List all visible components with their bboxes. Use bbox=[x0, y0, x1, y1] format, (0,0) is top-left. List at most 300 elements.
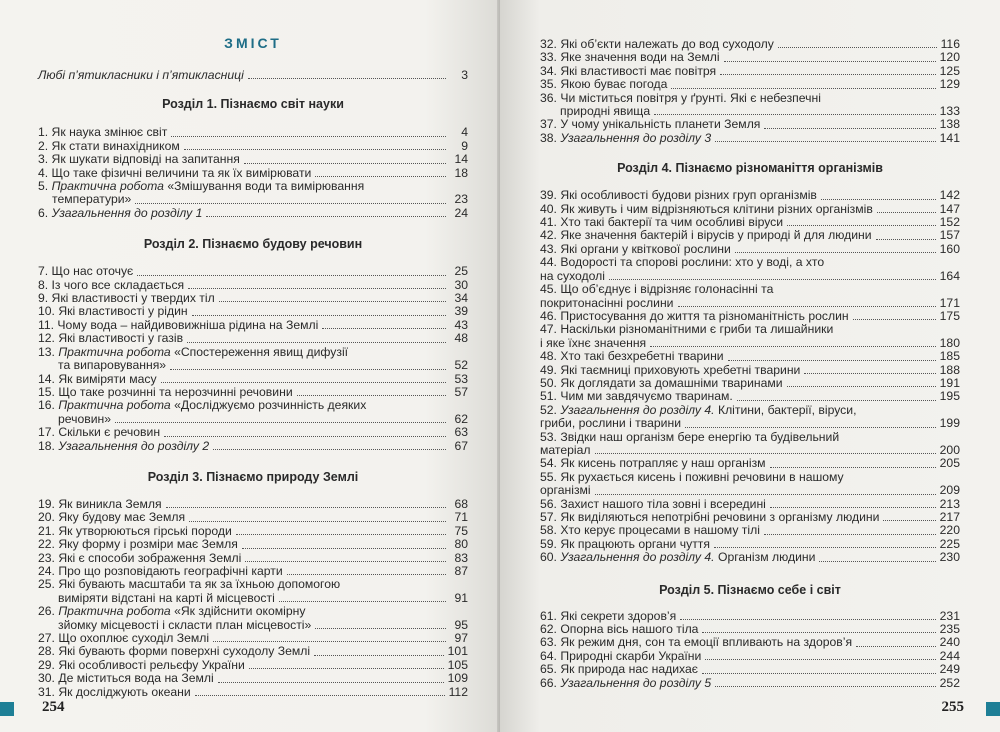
toc-entry[interactable] bbox=[540, 663, 960, 676]
entry-title: 45. Що об’єднує і відрізняє голонасінні та bbox=[540, 282, 774, 297]
dot-leader bbox=[804, 373, 935, 374]
entry-title: 20. Яку будову має Земля bbox=[38, 510, 186, 525]
toc-entry[interactable] bbox=[540, 118, 960, 131]
entry-page-number: 83 bbox=[454, 550, 468, 565]
entry-page-number: 160 bbox=[939, 241, 960, 256]
entry-title: Любі п’ятикласники і п’ятикласниці bbox=[38, 68, 244, 82]
entry-title: 65. Як природа нас надихає bbox=[540, 662, 698, 677]
toc-entry[interactable] bbox=[540, 444, 960, 457]
toc-entry[interactable] bbox=[540, 498, 960, 511]
entry-page-number: 23 bbox=[454, 192, 468, 207]
entry-title: температури» bbox=[52, 192, 132, 207]
dot-leader bbox=[192, 315, 446, 316]
toc-entry[interactable] bbox=[540, 364, 960, 377]
toc-entry[interactable] bbox=[540, 390, 960, 403]
entry-page-number: 71 bbox=[454, 510, 468, 525]
dot-leader bbox=[715, 686, 935, 687]
entry-title: 27. Що охоплює суходіл Землі bbox=[38, 631, 210, 645]
dot-leader bbox=[705, 659, 935, 660]
entry-page-number: 116 bbox=[940, 37, 960, 51]
entry-page-number: 101 bbox=[447, 644, 468, 659]
toc-entry[interactable] bbox=[540, 551, 960, 564]
toc-entry[interactable] bbox=[540, 677, 960, 690]
entry-title: 39. Які особливості будови різних груп організмів bbox=[540, 188, 817, 203]
entry-page-number: 180 bbox=[939, 335, 960, 350]
dot-leader bbox=[778, 47, 937, 48]
entry-page-number: 43 bbox=[454, 317, 468, 332]
entry-page-number: 39 bbox=[454, 304, 468, 319]
dot-leader bbox=[595, 453, 936, 454]
entry-title: 10. Які властивості у рідин bbox=[38, 304, 188, 319]
entry-page-number: 30 bbox=[454, 277, 468, 292]
dot-leader bbox=[853, 319, 936, 320]
toc-entry[interactable] bbox=[38, 413, 468, 426]
dot-leader bbox=[671, 88, 935, 89]
toc-entry[interactable] bbox=[540, 457, 960, 470]
dot-leader bbox=[724, 61, 936, 62]
dot-leader bbox=[195, 695, 445, 696]
dot-leader bbox=[654, 114, 936, 115]
dot-leader bbox=[184, 149, 446, 150]
entry-title: 63. Як режим дня, сон та емоції впливають на здоров’я bbox=[540, 635, 853, 650]
entry-title bbox=[540, 551, 815, 564]
entry-page-number: 175 bbox=[939, 308, 960, 323]
toc-entry[interactable] bbox=[540, 650, 960, 663]
entry-title: 2. Як стати винахідником bbox=[38, 138, 180, 153]
toc-entry[interactable] bbox=[38, 592, 468, 605]
entry-page-number: 157 bbox=[939, 228, 960, 243]
toc-entry[interactable] bbox=[38, 619, 468, 632]
toc-entry[interactable] bbox=[540, 132, 960, 145]
entry-text-part: Практична робота bbox=[58, 604, 171, 619]
dot-leader bbox=[161, 382, 446, 383]
toc-entry[interactable] bbox=[38, 167, 468, 180]
toc-entry[interactable] bbox=[38, 538, 468, 551]
entry-page-number: 75 bbox=[454, 523, 468, 538]
entry-page-number: 235 bbox=[939, 622, 960, 637]
entry-title: 17. Скільки є речовин bbox=[38, 425, 161, 440]
entry-title: 46. Пристосування до життя та різноманітність рослин bbox=[540, 308, 849, 323]
toc-entry[interactable] bbox=[38, 632, 468, 645]
entry-page-number: 199 bbox=[939, 416, 960, 431]
entry-page-number: 57 bbox=[454, 384, 468, 399]
dot-leader bbox=[218, 682, 444, 683]
page-number-right: 255 bbox=[941, 699, 964, 715]
toc-entry[interactable] bbox=[540, 623, 960, 636]
entry-text-part: Узагальнення до розділу 5 bbox=[560, 675, 712, 690]
dot-leader bbox=[166, 507, 446, 508]
dot-leader bbox=[735, 252, 936, 253]
entry-page-number: 95 bbox=[454, 617, 468, 632]
entry-page-number: 109 bbox=[447, 671, 468, 686]
entry-title: 34. Які властивості має повітря bbox=[540, 63, 717, 78]
entry-text-part: Практична робота bbox=[58, 344, 171, 359]
entry-text-part: 16. bbox=[38, 398, 59, 413]
entry-title: 47. Наскільки різноманітними є гриби та лишайники bbox=[540, 322, 834, 337]
toc-entry[interactable] bbox=[540, 350, 960, 363]
toc-entry[interactable] bbox=[38, 672, 468, 685]
toc-entry[interactable] bbox=[38, 207, 468, 220]
toc-entry[interactable] bbox=[540, 511, 960, 524]
entry-title: 21. Як утворюються гірські породи bbox=[38, 523, 232, 538]
entry-page-number: 62 bbox=[454, 411, 468, 426]
dot-leader bbox=[770, 507, 936, 508]
entry-title: 49. Які таємниці приховують хребетні тварини bbox=[540, 362, 801, 377]
entry-title: 30. Де міститься вода на Землі bbox=[38, 671, 214, 686]
dot-leader bbox=[170, 369, 446, 370]
dot-leader bbox=[595, 494, 936, 495]
toc-entry[interactable] bbox=[540, 431, 960, 444]
entry-page-number: 9 bbox=[461, 138, 468, 153]
entry-text-part: Узагальнення до розділу 3 bbox=[560, 130, 712, 145]
toc-entry[interactable] bbox=[38, 511, 468, 524]
entry-title: 64. Природні скарби України bbox=[540, 648, 702, 663]
dot-leader bbox=[188, 288, 446, 289]
toc-entry[interactable] bbox=[38, 565, 468, 578]
toc-entry[interactable] bbox=[38, 332, 468, 345]
entry-title: 42. Яке значення бактерій і вірусів у природі й для людини bbox=[540, 228, 872, 243]
entry-page-number: 217 bbox=[939, 510, 960, 524]
section-heading-5: Розділ 5. Пізнаємо себе і світ bbox=[659, 582, 841, 597]
entry-text-part: Узагальнення до розділу 1 bbox=[51, 205, 203, 220]
entry-title bbox=[540, 132, 711, 145]
dot-leader bbox=[680, 619, 935, 620]
dot-leader bbox=[787, 225, 936, 226]
toc-entry[interactable] bbox=[38, 525, 468, 538]
dot-leader bbox=[213, 641, 446, 642]
dot-leader bbox=[135, 203, 446, 204]
entry-title: 12. Які властивості у газів bbox=[38, 331, 184, 346]
toc-entry[interactable] bbox=[38, 386, 468, 399]
dot-leader bbox=[171, 136, 446, 137]
toc-entry[interactable] bbox=[540, 256, 960, 269]
entry-text-part: Практична робота bbox=[58, 398, 171, 413]
entry-title: організмі bbox=[540, 483, 591, 498]
entry-page-number: 220 bbox=[939, 523, 960, 538]
entry-title bbox=[38, 346, 348, 359]
entry-text-part: Узагальнення до розділу 4. bbox=[560, 550, 715, 565]
entry-title: 61. Які секрети здоров’я bbox=[540, 608, 677, 623]
toc-entry[interactable] bbox=[38, 126, 468, 139]
dot-leader bbox=[213, 449, 446, 450]
dot-leader bbox=[877, 212, 936, 213]
toc-entry[interactable] bbox=[38, 279, 468, 292]
toc-entry[interactable] bbox=[540, 78, 960, 91]
entry-page-number: 34 bbox=[454, 291, 468, 306]
entry-page-number: 112 bbox=[448, 684, 468, 699]
toc-entry[interactable] bbox=[540, 105, 960, 118]
entry-text-part: 26. bbox=[38, 604, 59, 619]
toc-entry[interactable] bbox=[38, 686, 468, 699]
entry-title: 41. Хто такі бактерії та чим особливі віруси bbox=[540, 215, 784, 230]
entry-page-number: 164 bbox=[939, 268, 960, 283]
entry-page-number: 249 bbox=[939, 662, 960, 677]
toc-entry[interactable] bbox=[38, 265, 468, 278]
toc-entry[interactable] bbox=[540, 243, 960, 256]
toc-entry[interactable] bbox=[38, 153, 468, 166]
entry-page-number: 129 bbox=[939, 77, 960, 92]
toc-entry[interactable] bbox=[38, 193, 468, 206]
entry-text-part: «Досліджуємо розчинність деяких bbox=[170, 398, 367, 413]
toc-title: ЗМІСТ bbox=[224, 35, 282, 51]
entry-page-number: 225 bbox=[939, 536, 960, 551]
entry-text-part: Практична робота bbox=[51, 179, 164, 194]
entry-page-number: 63 bbox=[454, 425, 468, 440]
entry-title: 59. Як працюють органи чуття bbox=[540, 536, 710, 551]
entry-page-number: 195 bbox=[939, 389, 960, 404]
entry-title: гриби, рослини і тварини bbox=[540, 416, 682, 431]
entry-page-number: 142 bbox=[939, 188, 960, 203]
entry-page-number: 125 bbox=[939, 63, 960, 78]
entry-text-part: Організм людини bbox=[714, 550, 816, 565]
entry-title: 62. Опорна вісь нашого тіла bbox=[540, 622, 699, 637]
entry-title: 36. Чи міститься повітря у ґрунті. Які є небезпечні bbox=[540, 90, 821, 105]
entry-page-number: 24 bbox=[454, 205, 468, 220]
dot-leader bbox=[715, 141, 935, 142]
dot-leader bbox=[737, 400, 936, 401]
entry-title bbox=[38, 399, 366, 412]
entry-page-number: 91 bbox=[454, 590, 468, 605]
entry-page-number: 171 bbox=[939, 295, 960, 310]
toc-entry[interactable] bbox=[540, 283, 960, 296]
entry-title: 3. Як шукати відповіді на запитання bbox=[38, 152, 240, 167]
dot-leader bbox=[219, 301, 446, 302]
toc-entry[interactable] bbox=[540, 377, 960, 390]
toc-entry[interactable] bbox=[38, 659, 468, 672]
entry-title: 44. Водорості та спорові рослини: хто у воді, а хто bbox=[540, 255, 825, 270]
entry-page-number: 4 bbox=[461, 125, 468, 140]
entry-title bbox=[38, 440, 209, 453]
entry-page-number: 209 bbox=[939, 483, 960, 498]
entry-page-number: 120 bbox=[939, 50, 960, 65]
entry-title bbox=[38, 180, 364, 193]
entry-title: 19. Як виникла Земля bbox=[38, 496, 162, 511]
toc-entry[interactable] bbox=[540, 216, 960, 229]
dot-leader bbox=[242, 548, 446, 549]
dot-leader bbox=[315, 628, 446, 629]
entry-page-number: 188 bbox=[939, 362, 960, 377]
entry-title: 40. Як живуть і чим відрізняються клітини різних організмів bbox=[540, 201, 873, 216]
toc-entry[interactable] bbox=[540, 189, 960, 202]
toc-entry[interactable] bbox=[540, 229, 960, 242]
entry-page-number: 138 bbox=[939, 117, 960, 132]
toc-entry[interactable] bbox=[540, 65, 960, 78]
entry-title: виміряти відстані на карті й місцевості bbox=[58, 590, 275, 605]
entry-page-number: 252 bbox=[939, 675, 960, 690]
entry-text-part: 52. bbox=[540, 402, 561, 417]
entry-text-part: «Спостереження явищ дифузії bbox=[170, 344, 349, 359]
entry-page-number: 67 bbox=[454, 438, 468, 453]
dot-leader bbox=[856, 646, 936, 647]
entry-page-number: 191 bbox=[939, 375, 960, 390]
toc-entry[interactable] bbox=[540, 337, 960, 350]
entry-title: 33. Яке значення води на Землі bbox=[540, 50, 720, 65]
entry-page-number: 14 bbox=[454, 152, 468, 167]
toc-entry[interactable] bbox=[38, 305, 468, 318]
entry-title: 7. Що нас оточує bbox=[38, 264, 134, 279]
dot-leader bbox=[189, 521, 446, 522]
entry-text-part: 38. bbox=[540, 130, 561, 145]
entry-page-number: 230 bbox=[939, 550, 960, 565]
dot-leader bbox=[322, 328, 446, 329]
dot-leader bbox=[764, 534, 936, 535]
toc-entry[interactable] bbox=[540, 203, 960, 216]
entry-title: 25. Які бувають масштаби та як за їхньою допомогою bbox=[38, 577, 341, 592]
entry-title: 50. Як доглядати за домашніми тваринами bbox=[540, 375, 783, 390]
toc-entry[interactable] bbox=[540, 297, 960, 310]
entry-title: на суходолі bbox=[540, 268, 605, 283]
entry-title: 58. Хто керує процесами в нашому тілі bbox=[540, 523, 760, 538]
entry-text-part: 18. bbox=[38, 438, 59, 453]
entry-title: 22. Яку форму і розміри має Земля bbox=[38, 537, 238, 552]
dot-leader bbox=[279, 601, 446, 602]
dot-leader bbox=[650, 346, 935, 347]
entry-title: 28. Які бувають форми поверхні суходолу Землі bbox=[38, 644, 311, 659]
toc-entry[interactable] bbox=[540, 270, 960, 283]
entry-title: 55. Як рухається кисень і поживні речовини в нашому bbox=[540, 469, 844, 484]
entry-text-part: «Змішування води та вимірювання bbox=[163, 179, 365, 194]
entry-page-number: 200 bbox=[939, 442, 960, 457]
dot-leader bbox=[236, 534, 446, 535]
entry-text-part: 5. bbox=[38, 179, 52, 194]
dot-leader bbox=[876, 239, 936, 240]
entry-page-number: 152 bbox=[939, 215, 960, 230]
dot-leader bbox=[821, 199, 936, 200]
page-edge-marker bbox=[0, 702, 14, 716]
toc-entry[interactable] bbox=[540, 404, 960, 417]
entry-text-part: Клітини, бактерії, віруси, bbox=[714, 402, 857, 417]
entry-page-number: 87 bbox=[454, 563, 468, 578]
entry-title: 8. Із чого все складається bbox=[38, 277, 185, 292]
toc-entry[interactable] bbox=[540, 471, 960, 484]
entry-title: та випаровування» bbox=[58, 358, 167, 373]
entry-page-number: 231 bbox=[939, 608, 960, 623]
entry-page-number: 25 bbox=[454, 264, 468, 279]
dot-leader bbox=[764, 128, 935, 129]
toc-entry[interactable] bbox=[38, 140, 468, 153]
entry-text-part: Узагальнення до розділу 2 bbox=[58, 438, 210, 453]
toc-entry[interactable] bbox=[540, 417, 960, 430]
entry-title: 35. Якою буває погода bbox=[540, 77, 668, 92]
toc-entry[interactable] bbox=[540, 92, 960, 105]
dot-leader bbox=[702, 632, 935, 633]
entry-page-number: 53 bbox=[454, 371, 468, 386]
dot-leader bbox=[245, 561, 446, 562]
toc-entry[interactable] bbox=[38, 319, 468, 332]
entry-page-number: 97 bbox=[454, 631, 468, 645]
entry-page-number: 48 bbox=[454, 331, 468, 346]
toc-entry[interactable] bbox=[38, 605, 468, 618]
dot-leader bbox=[883, 520, 935, 521]
toc-entry[interactable] bbox=[38, 180, 468, 193]
entry-title bbox=[38, 207, 202, 220]
toc-entry[interactable] bbox=[38, 346, 468, 359]
entry-title: 24. Про що розповідають географічні карти bbox=[38, 563, 283, 578]
section-heading-4: Розділ 4. Пізнаємо різноманіття організмів bbox=[617, 161, 883, 176]
dot-leader bbox=[315, 176, 446, 177]
toc-entry[interactable] bbox=[38, 578, 468, 591]
dot-leader bbox=[685, 427, 936, 428]
dot-leader bbox=[728, 360, 936, 361]
section-heading-3: Розділ 3. Пізнаємо природу Землі bbox=[147, 469, 359, 484]
dot-leader bbox=[714, 547, 936, 548]
toc-entry[interactable] bbox=[38, 498, 468, 511]
dot-leader bbox=[702, 673, 936, 674]
entry-page-number: 244 bbox=[939, 648, 960, 663]
toc-entry[interactable] bbox=[38, 359, 468, 372]
toc-entry[interactable] bbox=[540, 51, 960, 64]
toc-entry[interactable] bbox=[38, 552, 468, 565]
toc-entry[interactable] bbox=[38, 645, 468, 658]
toc-entry[interactable] bbox=[540, 323, 960, 336]
entry-title: 11. Чому вода – найдивовижніша рідина на Землі bbox=[38, 317, 319, 332]
page-edge-marker bbox=[986, 702, 1000, 716]
toc-entry[interactable] bbox=[38, 426, 468, 439]
entry-title bbox=[540, 677, 711, 690]
dot-leader bbox=[787, 386, 936, 387]
page-number-left: 254 bbox=[42, 699, 65, 715]
toc-entry[interactable] bbox=[38, 399, 468, 412]
dot-leader bbox=[164, 436, 446, 437]
entry-title: 53. Звідки наш організм бере енергію та будівельний bbox=[540, 429, 840, 444]
entry-title: 14. Як виміряти масу bbox=[38, 371, 157, 386]
dot-leader bbox=[819, 561, 935, 562]
entry-title: 23. Які є способи зображення Землі bbox=[38, 550, 242, 565]
toc-entry[interactable] bbox=[38, 373, 468, 386]
entry-title: 32. Які об’єкти належать до вод суходолу bbox=[540, 37, 774, 51]
toc-entry-intro[interactable] bbox=[38, 69, 468, 82]
section-heading-1: Розділ 1. Пізнаємо світ науки bbox=[162, 97, 344, 112]
entry-title: матеріал bbox=[540, 442, 591, 457]
dot-leader bbox=[244, 163, 446, 164]
entry-title: 29. Які особливості рельєфу України bbox=[38, 657, 245, 672]
entry-page-number: 185 bbox=[939, 349, 960, 364]
entry-text-part: 60. bbox=[540, 550, 561, 565]
toc-entry[interactable] bbox=[540, 538, 960, 551]
entry-title: 15. Що таке розчинні та нерозчинні речовини bbox=[38, 384, 293, 399]
dot-leader bbox=[720, 74, 936, 75]
toc-entry[interactable] bbox=[540, 484, 960, 497]
toc-entry[interactable] bbox=[540, 636, 960, 649]
dot-leader bbox=[137, 275, 446, 276]
entry-page-number: 18 bbox=[454, 165, 468, 180]
dot-leader bbox=[287, 574, 446, 575]
entry-title: речовин» bbox=[58, 411, 112, 426]
dot-leader bbox=[248, 78, 446, 79]
dot-leader bbox=[249, 668, 444, 669]
toc-entry[interactable] bbox=[540, 610, 960, 623]
dot-leader bbox=[297, 395, 446, 396]
toc-entry[interactable] bbox=[540, 524, 960, 537]
toc-entry[interactable] bbox=[540, 310, 960, 323]
entry-title: 48. Хто такі безхребетні тварини bbox=[540, 349, 724, 364]
entry-page-number: 205 bbox=[939, 456, 960, 471]
entry-page-number: 68 bbox=[454, 496, 468, 511]
entry-title: 4. Що таке фізичні величини та як їх вимірювати bbox=[38, 165, 312, 180]
toc-entry[interactable] bbox=[38, 440, 468, 453]
entry-title bbox=[38, 605, 305, 618]
entry-title: 56. Захист нашого тіла зовні і всередині bbox=[540, 496, 766, 511]
entry-title bbox=[540, 404, 856, 417]
toc-entry[interactable] bbox=[38, 292, 468, 305]
right-page bbox=[500, 0, 1000, 732]
entry-text-part: 66. bbox=[540, 675, 561, 690]
dot-leader bbox=[206, 216, 446, 217]
entry-title: 9. Які властивості у твердих тіл bbox=[38, 291, 215, 306]
entry-page-number: 80 bbox=[454, 537, 468, 552]
entry-page-number: 133 bbox=[939, 104, 960, 119]
toc-entry[interactable] bbox=[540, 38, 960, 51]
